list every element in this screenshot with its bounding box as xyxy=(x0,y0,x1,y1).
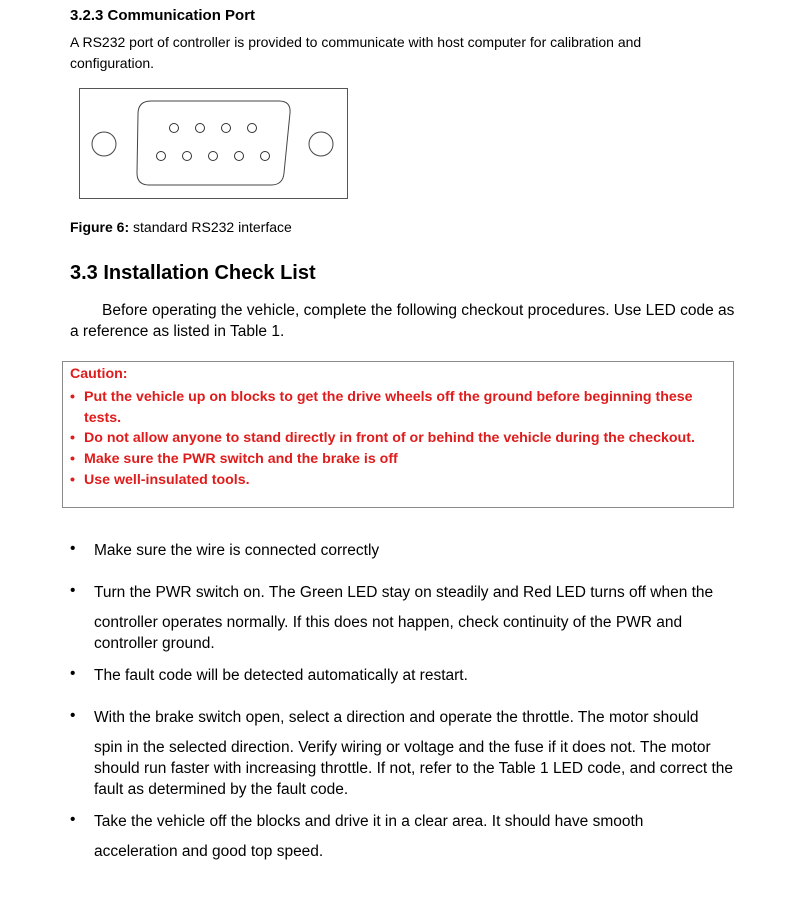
figure-caption xyxy=(70,219,292,235)
mount-hole-left xyxy=(92,132,116,156)
caution-item: • Use well-insulated tools. xyxy=(70,471,250,488)
caution-list xyxy=(70,387,725,491)
connector-pin xyxy=(235,152,244,161)
connector-pin xyxy=(157,152,166,161)
section-intro-text: A RS232 port of controller is provided to communicate with host computer for calibration and configuration. xyxy=(70,34,642,71)
caution-item: • Make sure the PWR switch and the brake is off xyxy=(70,451,398,468)
connector-pin xyxy=(248,124,257,133)
bullet: • xyxy=(70,707,76,724)
bullet: • xyxy=(70,665,76,682)
caution-title: Caution: xyxy=(70,366,128,382)
connector-pin xyxy=(196,124,205,133)
connector-pin xyxy=(170,124,179,133)
figure-label: Figure 6: xyxy=(70,219,130,235)
caution-item: • Put the vehicle up on blocks to get the drive wheels off the ground before beginning these tests. xyxy=(70,389,693,426)
connector-pin xyxy=(183,152,192,161)
connector-pin xyxy=(209,152,218,161)
caution-item: • Do not allow anyone to stand directly in front of or behind the vehicle during the checkout. xyxy=(70,430,695,447)
rs232-connector-figure xyxy=(79,88,349,200)
bullet: • xyxy=(70,540,76,557)
d-sub-shell xyxy=(137,101,290,185)
checklist-intro-text: Before operating the vehicle, complete the following checkout procedures. Use LED code as a reference as listed in Table 1. xyxy=(70,302,735,340)
bullet: • xyxy=(70,811,76,828)
figure-caption-text: standard RS232 interface xyxy=(133,219,292,235)
caution-box xyxy=(62,361,734,508)
bullet: • xyxy=(70,582,76,599)
mount-hole-right xyxy=(309,132,333,156)
connector-pin xyxy=(222,124,231,133)
connector-pin xyxy=(261,152,270,161)
section-heading-communication-port: 3.2.3 Communication Port xyxy=(70,7,256,24)
section-heading-installation-check-list: 3.3 Installation Check List xyxy=(70,262,316,284)
